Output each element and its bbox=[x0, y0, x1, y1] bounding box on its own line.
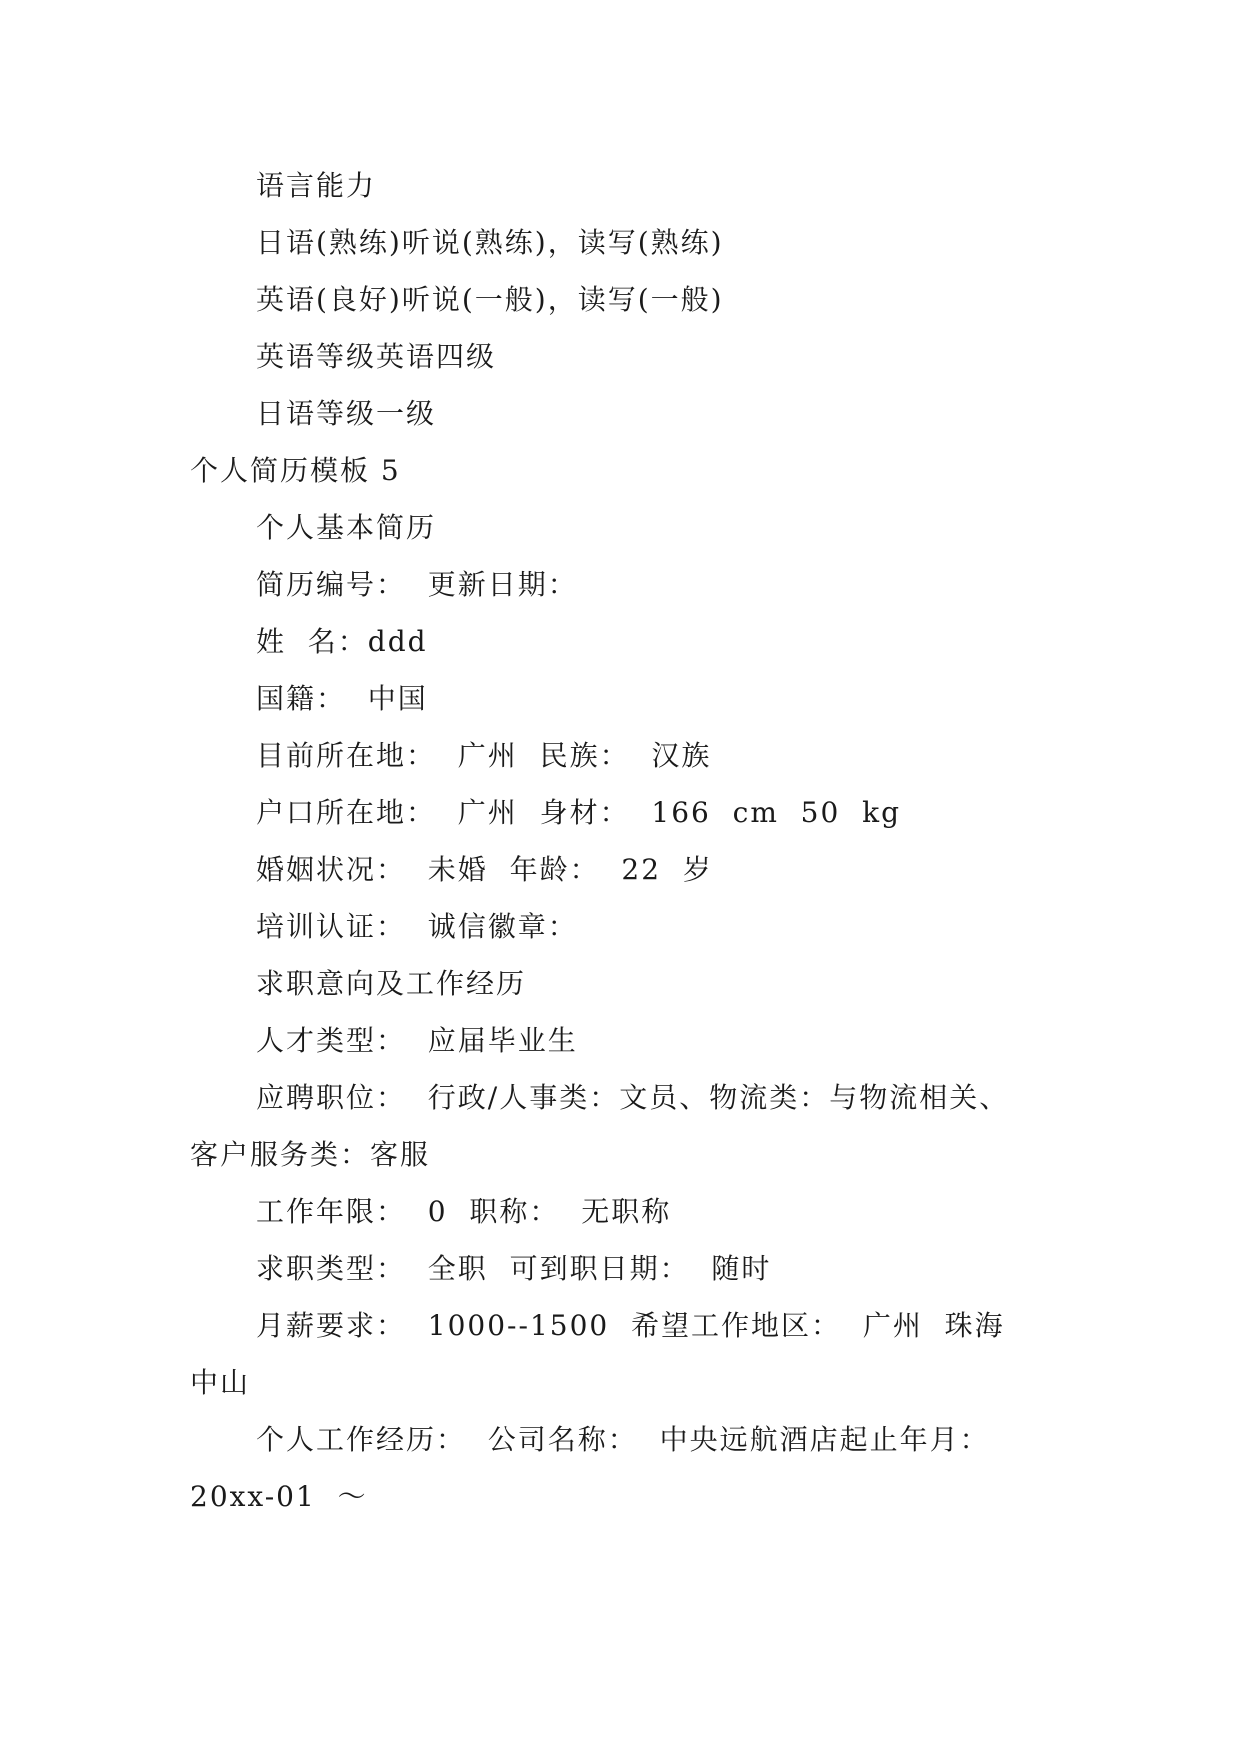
text-line-nationality: 国籍： 中国 bbox=[256, 682, 428, 715]
text-line-japanese-level: 日语等级一级 bbox=[256, 397, 437, 430]
text-line-work-years: 工作年限： 0 职称： 无职称 bbox=[256, 1195, 672, 1228]
text-line-marital-status: 婚姻状况： 未婚 年龄： 22 岁 bbox=[256, 853, 713, 886]
text-line-japanese: 日语(熟练)听说(熟练)，读写(熟练) bbox=[256, 226, 724, 259]
text-line-position-cont: 客户服务类：客服 bbox=[190, 1138, 431, 1171]
text-line-resume-number: 简历编号： 更新日期： bbox=[256, 568, 578, 601]
text-line-english-level: 英语等级英语四级 bbox=[256, 340, 497, 373]
text-line-english: 英语(良好)听说(一般)，读写(一般) bbox=[256, 283, 724, 316]
text-line-certification: 培训认证： 诚信徽章： bbox=[256, 910, 578, 943]
section-heading-basic-resume: 个人基本简历 bbox=[256, 511, 437, 544]
text-line-salary: 月薪要求： 1000--1500 希望工作地区： 广州 珠海 bbox=[256, 1309, 1005, 1342]
text-line-talent-type: 人才类型： 应届毕业生 bbox=[256, 1024, 578, 1057]
text-line-current-location: 目前所在地： 广州 民族： 汉族 bbox=[256, 739, 712, 772]
text-line-work-history: 个人工作经历： 公司名称： 中央远航酒店起止年月： bbox=[256, 1423, 990, 1456]
text-line-salary-cont: 中山 bbox=[190, 1366, 251, 1399]
text-line-work-history-cont: 20xx-01 ～ bbox=[190, 1480, 368, 1513]
document-title: 个人简历模板 5 bbox=[190, 454, 401, 487]
text-line-job-type: 求职类型： 全职 可到职日期： 随时 bbox=[256, 1252, 772, 1285]
text-line-name: 姓 名：ddd bbox=[256, 625, 428, 658]
section-heading-job-intent: 求职意向及工作经历 bbox=[256, 967, 527, 1000]
text-line-household-location: 户口所在地： 广州 身材： 166 cm 50 kg bbox=[256, 796, 902, 829]
section-heading-language: 语言能力 bbox=[256, 169, 377, 202]
text-line-position: 应聘职位： 行政/人事类：文员、物流类：与物流相关、 bbox=[256, 1081, 1010, 1114]
